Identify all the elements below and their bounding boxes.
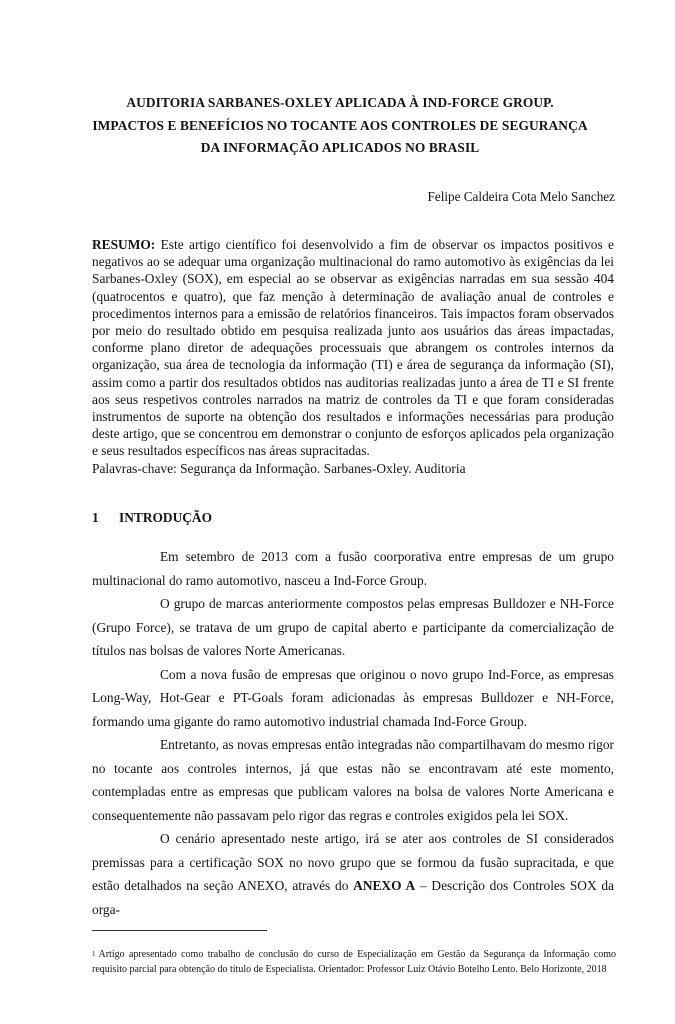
paragraph-3: Com a nova fusão de empresas que originou o novo grupo Ind-Force, as empresas Long-Way, Hot-Gear e PT-Goals foram adicionadas às empresas Bulldozer e NH-Force, formando uma gigante do ramo automotivo industrial chamada Ind-Force Group. [92, 666, 614, 729]
paragraph-5-text: O cenário apresentado neste artigo, irá se ater aos controles de SI considerados premissas para a certificação SOX no novo grupo que se formou da fusão supracitada, e que estão detalhados na seção ANEXO, através do [92, 831, 614, 893]
footnote-divider [92, 930, 267, 931]
keywords: Palavras-chave: Segurança da Informação. Sarbanes-Oxley. Auditoria [92, 461, 466, 476]
title-line-2: IMPACTOS E BENEFÍCIOS NO TOCANTE AOS CONTROLES DE SEGURANÇA [92, 117, 588, 133]
abstract-label: RESUMO: [92, 237, 156, 252]
section-heading [92, 510, 212, 526]
author-name: Felipe Caldeira Cota Melo Sanchez [427, 189, 615, 204]
footnote-mark: 1 [92, 950, 96, 958]
section-title: INTRODUÇÃO [119, 510, 212, 525]
title-line-1: AUDITORIA SARBANES-OXLEY APLICADA À IND-FORCE GROUP. [126, 95, 554, 110]
footnote-text: Artigo apresentado como trabalho de conclusão do curso de Especialização em Gestão da Segurança da Informação como requisito parcial para obtenção do título de Especialista. Orientador: Professor Luiz Otávio Botelho Lento. Belo Horizonte, 2018 [92, 949, 616, 975]
abstract-text: Este artigo científico foi desenvolvido a fim de observar os impactos positivos e negativos ao se adequar uma organização multinacional do ramo automotivo às exigências da lei Sarbanes-Oxley (SOX), em especial ao se observar as exigências narradas em sua sessão 404 (quatrocentos e quatro), que faz menção à determinação de avaliação anual de controles e procedimentos internos para a emissão de relatórios financeiros. Tais impactos foram observados por meio do resultado obtido em pesquisa realizada junto aos usuários das áreas impactadas, conforme plano diretor de adequações processuais que abrangem os controles internos da organização, sua área de tecnologia da informação (TI) e área de segurança da informação (SI), assim como a partir dos resultados obtidos nas auditorias realizadas junto a área de TI e SI frente aos seus respetivos controles narrados na matriz de controles da TI e que foram consideradas instrumentos de suporte na obtenção dos resultados e informações necessárias para produção deste artigo, que se concentrou em demonstrar o conjunto de esforços aplicados pela organização e seus resultados específicos nas áreas supracitadas. [92, 237, 614, 459]
paper-title [80, 92, 600, 160]
paragraph-2: O grupo de marcas anteriormente compostos pelas empresas Bulldozer e NH-Force (Grupo Force), se tratava de um grupo de capital aberto e participante da comercialização de títulos nas bolsas de valores Norte Americanas. [92, 596, 614, 658]
paragraph-5-tail: – Descrição dos Controles SOX da orga- [92, 878, 614, 917]
body-text [92, 545, 614, 921]
annex-reference: ANEXO A [353, 878, 416, 893]
paragraph-5 [92, 827, 614, 921]
paragraph-4: Entretanto, as novas empresas então integradas não compartilhavam do mesmo rigor no tocante aos controles internos, já que estas não se encontravam até este momento, contempladas entre as empresas que publicam valores na bolsa de valores Norte Americana e consequentemente não passavam pelo rigor das regras e controles exigidos pela lei SOX. [92, 737, 614, 823]
paragraph-1: Em setembro de 2013 com a fusão coorporativa entre empresas de um grupo multinacional do ramo automotivo, nasceu a Ind-Force Group. [92, 549, 614, 588]
footnote [92, 947, 616, 977]
section-number: 1 [92, 510, 99, 525]
abstract [92, 236, 614, 460]
title-line-3: DA INFORMAÇÃO APLICADOS NO BRASIL [200, 140, 480, 155]
